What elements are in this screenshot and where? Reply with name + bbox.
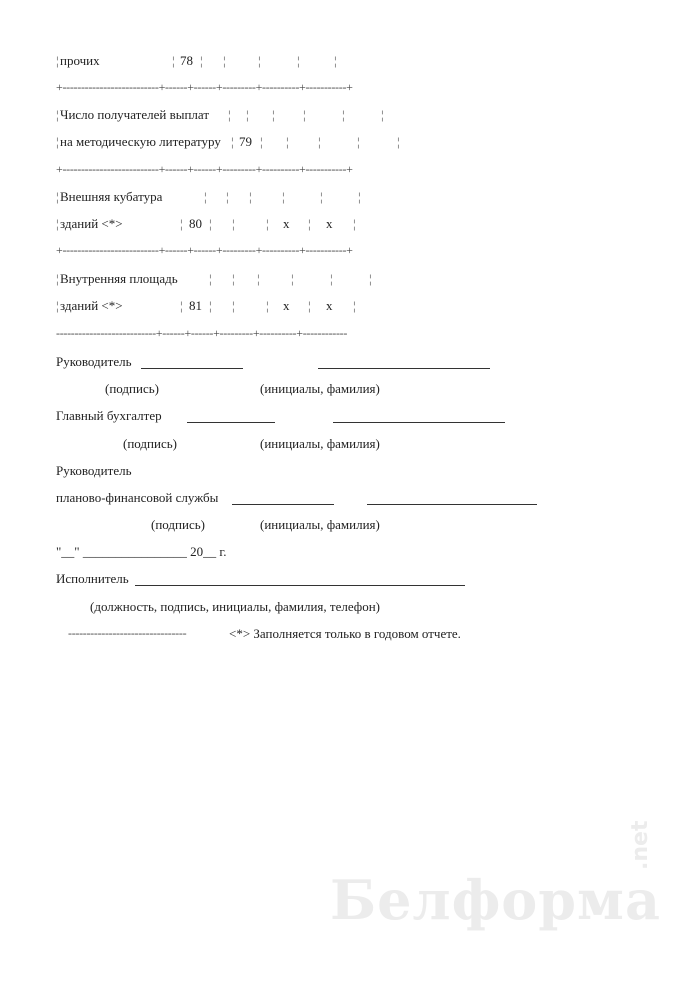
cell-x: x bbox=[283, 216, 290, 231]
cell-border: ¦ bbox=[232, 216, 235, 231]
cell-border: ¦ bbox=[282, 189, 285, 204]
table-separator: +--------------------------+------+------+---------+----------+-----------+ bbox=[56, 162, 353, 176]
head-signature-line[interactable] bbox=[141, 368, 243, 369]
cell-border: ¦ bbox=[56, 298, 59, 313]
cell-border: ¦ bbox=[266, 216, 269, 231]
planning-service-label: планово-финансовой службы bbox=[56, 490, 219, 505]
row-label: прочих bbox=[60, 53, 100, 68]
cell-border: ¦ bbox=[226, 189, 229, 204]
cell-border: ¦ bbox=[209, 298, 212, 313]
cell-border: ¦ bbox=[223, 53, 226, 68]
chief-accountant-label: Главный бухгалтер bbox=[56, 408, 162, 423]
row-code: 81 bbox=[189, 298, 202, 313]
cell-border: ¦ bbox=[232, 271, 235, 286]
cell-border: ¦ bbox=[320, 189, 323, 204]
row-label: на методическую литературу bbox=[60, 134, 221, 149]
cell-border: ¦ bbox=[204, 189, 207, 204]
cell-border: ¦ bbox=[180, 216, 183, 231]
cell-border: ¦ bbox=[56, 134, 59, 149]
cell-x: x bbox=[326, 216, 333, 231]
cell-border: ¦ bbox=[334, 53, 337, 68]
cell-border: ¦ bbox=[56, 189, 59, 204]
cell-border: ¦ bbox=[330, 271, 333, 286]
cell-border: ¦ bbox=[291, 271, 294, 286]
name-caption: (инициалы, фамилия) bbox=[260, 436, 380, 451]
cell-border: ¦ bbox=[56, 216, 59, 231]
cell-border: ¦ bbox=[209, 271, 212, 286]
planning-head-name-line[interactable] bbox=[367, 504, 537, 505]
footnote-rule: -------------------------------- bbox=[68, 626, 187, 640]
watermark-suffix: .net bbox=[628, 820, 653, 870]
table-separator: +--------------------------+------+------+---------+----------+-----------+ bbox=[56, 80, 353, 94]
planning-head-signature-line[interactable] bbox=[232, 504, 334, 505]
watermark-logo: Белформа bbox=[330, 868, 661, 932]
cell-border: ¦ bbox=[56, 53, 59, 68]
cell-border: ¦ bbox=[308, 216, 311, 231]
chief-accountant-signature-line[interactable] bbox=[187, 422, 275, 423]
cell-border: ¦ bbox=[357, 134, 360, 149]
cell-border: ¦ bbox=[172, 53, 175, 68]
cell-border: ¦ bbox=[232, 298, 235, 313]
cell-border: ¦ bbox=[56, 107, 59, 122]
row-label: Внешняя кубатура bbox=[60, 189, 163, 204]
cell-border: ¦ bbox=[180, 298, 183, 313]
table-separator: +--------------------------+------+------+---------+----------+-----------+ bbox=[56, 243, 353, 257]
cell-border: ¦ bbox=[381, 107, 384, 122]
row-code: 78 bbox=[180, 53, 193, 68]
head-name-line[interactable] bbox=[318, 368, 490, 369]
row-label: зданий <*> bbox=[60, 216, 123, 231]
cell-border: ¦ bbox=[353, 298, 356, 313]
signature-caption: (подпись) bbox=[151, 517, 205, 532]
table-bottom-border: ---------------------------+------+------+---------+----------+------------ bbox=[56, 326, 348, 340]
cell-border: ¦ bbox=[397, 134, 400, 149]
cell-border: ¦ bbox=[56, 271, 59, 286]
executor-label: Исполнитель bbox=[56, 571, 129, 586]
cell-border: ¦ bbox=[353, 216, 356, 231]
cell-border: ¦ bbox=[342, 107, 345, 122]
executor-line[interactable] bbox=[135, 585, 465, 586]
cell-border: ¦ bbox=[258, 53, 261, 68]
cell-border: ¦ bbox=[228, 107, 231, 122]
signature-caption: (подпись) bbox=[105, 381, 159, 396]
cell-border: ¦ bbox=[246, 107, 249, 122]
row-label: зданий <*> bbox=[60, 298, 123, 313]
cell-border: ¦ bbox=[257, 271, 260, 286]
row-label: Внутренняя площадь bbox=[60, 271, 178, 286]
footnote-text: <*> Заполняется только в годовом отчете. bbox=[229, 626, 461, 641]
cell-border: ¦ bbox=[369, 271, 372, 286]
cell-border: ¦ bbox=[249, 189, 252, 204]
cell-border: ¦ bbox=[260, 134, 263, 149]
cell-border: ¦ bbox=[358, 189, 361, 204]
name-caption: (инициалы, фамилия) bbox=[260, 517, 380, 532]
head-label: Руководитель bbox=[56, 354, 132, 369]
planning-head-label: Руководитель bbox=[56, 463, 132, 478]
row-code: 79 bbox=[239, 134, 252, 149]
cell-border: ¦ bbox=[209, 216, 212, 231]
date-field[interactable]: "__" ________________ 20__ г. bbox=[56, 544, 227, 559]
cell-border: ¦ bbox=[286, 134, 289, 149]
cell-border: ¦ bbox=[303, 107, 306, 122]
name-caption: (инициалы, фамилия) bbox=[260, 381, 380, 396]
cell-x: x bbox=[283, 298, 290, 313]
cell-x: x bbox=[326, 298, 333, 313]
cell-border: ¦ bbox=[231, 134, 234, 149]
cell-border: ¦ bbox=[272, 107, 275, 122]
row-label: Число получателей выплат bbox=[60, 107, 210, 122]
cell-border: ¦ bbox=[200, 53, 203, 68]
cell-border: ¦ bbox=[266, 298, 269, 313]
row-code: 80 bbox=[189, 216, 202, 231]
cell-border: ¦ bbox=[318, 134, 321, 149]
cell-border: ¦ bbox=[308, 298, 311, 313]
executor-caption: (должность, подпись, инициалы, фамилия, телефон) bbox=[90, 599, 380, 614]
signature-caption: (подпись) bbox=[123, 436, 177, 451]
cell-border: ¦ bbox=[297, 53, 300, 68]
chief-accountant-name-line[interactable] bbox=[333, 422, 505, 423]
